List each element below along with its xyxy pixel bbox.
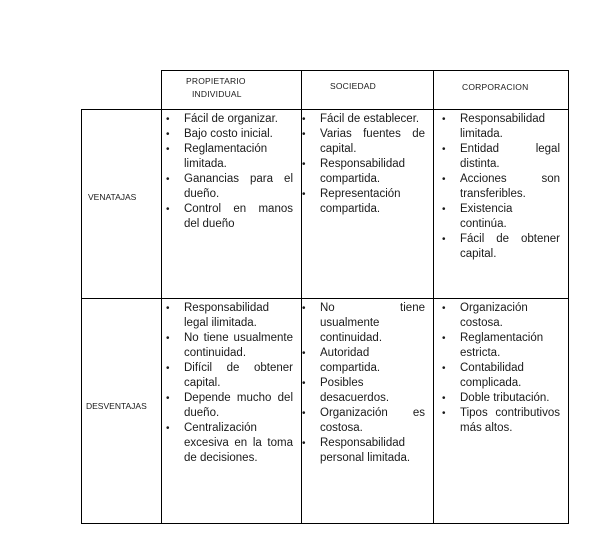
cell-ventajas-propietario: [162, 110, 302, 299]
list-item: • Acciones son transferibles.: [460, 172, 560, 202]
list-item: • Reglamentación estricta.: [460, 331, 560, 361]
list-ventajas-corporacion: [434, 110, 568, 262]
list-item: • Reglamentación limitada.: [184, 142, 293, 172]
list-item: • Bajo costo inicial.: [184, 127, 293, 142]
list-item: • Ganancias para el dueño.: [184, 172, 293, 202]
list-item: • Difícil de obtener capital.: [184, 361, 293, 391]
list-item: • Organización es costosa.: [320, 406, 425, 436]
list-item: • No tiene usualmente continuidad.: [320, 301, 425, 346]
list-item: • Posibles desacuerdos.: [320, 376, 425, 406]
list-ventajas-propietario: [162, 110, 301, 232]
cell-desventajas-propietario: [162, 299, 302, 524]
list-item: • Responsabilidad limitada.: [460, 112, 560, 142]
cell-ventajas-corporacion: [434, 110, 569, 299]
list-desventajas-sociedad: [302, 299, 433, 466]
list-item: • Autoridad compartida.: [320, 346, 425, 376]
list-item: • Organización costosa.: [460, 301, 560, 331]
list-item: • Fácil de establecer.: [320, 112, 425, 127]
header-blank-cell: [82, 71, 162, 110]
list-item: • No tiene usualmente continuidad.: [184, 331, 293, 361]
list-desventajas-corporacion: [434, 299, 568, 436]
list-item: • Existencia continúa.: [460, 202, 560, 232]
header-sociedad: [302, 71, 434, 110]
header-corporacion: [434, 71, 569, 110]
list-item: • Responsabilidad compartida.: [320, 157, 425, 187]
header-propietario-line2: INDIVIDUAL: [192, 89, 242, 99]
header-propietario-line1: PROPIETARIO: [186, 76, 246, 86]
list-item: • Varias fuentes de capital.: [320, 127, 425, 157]
header-row: [82, 71, 569, 110]
row-label-cell: [82, 110, 162, 299]
list-item: • Tipos contributivos más altos.: [460, 406, 560, 436]
list-ventajas-sociedad: [302, 110, 433, 217]
row-label-ventajas: VENATAJAS: [88, 192, 137, 202]
cell-desventajas-sociedad: [302, 299, 434, 524]
list-item: • Centralización excesiva en la toma de decisiones.: [184, 421, 293, 466]
cell-ventajas-sociedad: [302, 110, 434, 299]
row-label-cell: [82, 299, 162, 524]
list-item: • Responsabilidad personal limitada.: [320, 436, 425, 466]
list-item: • Depende mucho del dueño.: [184, 391, 293, 421]
list-item: • Entidad legal distinta.: [460, 142, 560, 172]
table-row-desventajas: [82, 299, 569, 524]
comparison-table: [81, 70, 569, 524]
row-label-desventajas: DESVENTAJAS: [86, 401, 147, 411]
header-sociedad-text: SOCIEDAD: [330, 81, 376, 91]
header-corporacion-text: CORPORACION: [462, 82, 529, 92]
list-item: • Control en manos del dueño: [184, 202, 293, 232]
table-row-ventajas: [82, 110, 569, 299]
list-item: • Fácil de obtener capital.: [460, 232, 560, 262]
list-item: • Contabilidad complicada.: [460, 361, 560, 391]
cell-desventajas-corporacion: [434, 299, 569, 524]
list-desventajas-propietario: [162, 299, 301, 466]
list-item: • Responsabilidad legal ilimitada.: [184, 301, 293, 331]
list-item: • Representación compartida.: [320, 187, 425, 217]
list-item: • Doble tributación.: [460, 391, 560, 406]
header-propietario: [162, 71, 302, 110]
list-item: • Fácil de organizar.: [184, 112, 293, 127]
